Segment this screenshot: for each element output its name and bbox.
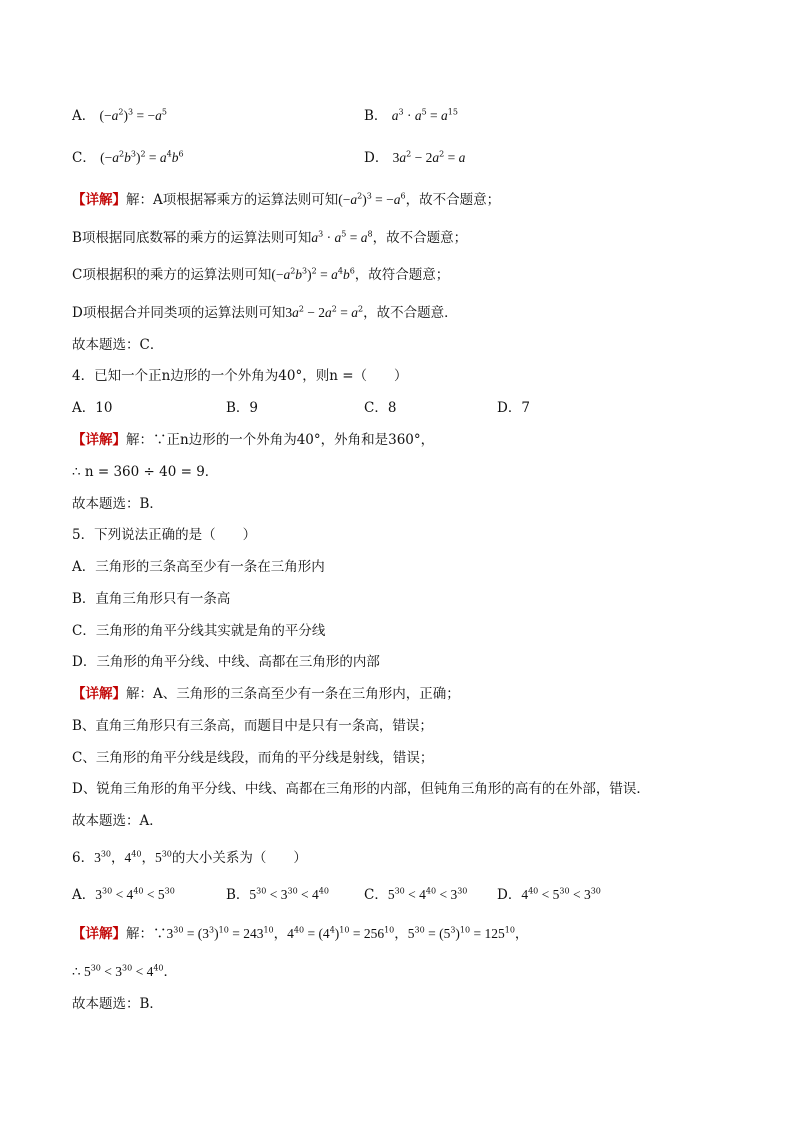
q5-detail-3: C、三角形的角平分线是线段，而角的平分线是射线，错误； [72, 750, 434, 766]
q5-detail-2: B、直角三角形只有三条高，而题目中是只有一条高，错误； [72, 718, 433, 734]
q3-option-b: B． $a^3 \cdot a^5 = a^{15}$ [364, 107, 458, 124]
q3-detail-a-text: 解：A项根据幂乘方的运算法则可知 [126, 192, 339, 208]
q5-option-b: B．直角三角形只有一条高 [72, 591, 231, 607]
q6-option-b: B．$5^{30} < 3^{30} < 4^{40}$ [226, 886, 329, 903]
q6-option-a-label: A． [72, 887, 96, 903]
q3-option-a-label: A． [72, 108, 96, 124]
q3-option-c: C． $(-a^2b^3)^2 = a^4b^6$ [72, 149, 184, 166]
q3-option-d: D． $3a^2 - 2a^2 = a$ [364, 149, 466, 166]
q3-detail-b: B项根据同底数幂的乘方的运算法则可知$a^3 \cdot a^5 = a^8$，故不合题意； [72, 229, 468, 246]
q4-detail-1 [72, 430, 434, 450]
q6-option-a: A．$3^{30} < 4^{40} < 5^{30}$ [72, 886, 175, 903]
q4-option-a: A．10 [72, 400, 113, 416]
q6-option-c-label: C． [364, 887, 388, 903]
q6-option-d-label: D． [497, 887, 522, 903]
q3-detail-b-text: B项根据同底数幂的乘方的运算法则可知 [72, 230, 312, 246]
q3-detail-c-text: C项根据积的乘方的运算法则可知 [72, 267, 272, 283]
q5-option-c: C．三角形的角平分线其实就是角的平分线 [72, 623, 326, 639]
q3-detail-c-tail: ，故符合题意； [354, 267, 450, 283]
q3-answer: 故本题选：C． [72, 337, 164, 353]
q6-stem-tail: 的大小关系为（ ） [171, 850, 307, 866]
q5-stem: 5．下列说法正确的是（ ） [72, 527, 257, 543]
detail-tag: 【详解】 [72, 432, 126, 448]
q3-option-b-label: B． [364, 108, 388, 124]
q6-option-c: C．$5^{30} < 4^{40} < 3^{30}$ [364, 886, 468, 903]
q3-detail-d: D项根据合并同类项的运算法则可知$3a^2 - 2a^2 = a^2$，故不合题意． [72, 304, 458, 321]
q5-option-d: D．三角形的角平分线、中线、高都在三角形的内部 [72, 654, 380, 670]
q4-detail-2: ∴ n = 360 ÷ 40 = 9． [72, 464, 219, 480]
detail-tag: 【详解】 [72, 686, 126, 702]
q4-option-d: D．7 [497, 400, 530, 416]
q3-detail-b-tail: ，故不合题意； [372, 230, 468, 246]
detail-tag: 【详解】 [72, 926, 126, 942]
q4-detail-1-text: 解：∵正n边形的一个外角为40°，外角和是360°， [126, 432, 435, 448]
q4-option-b: B．9 [226, 400, 259, 416]
q3-detail-d-text: D项根据合并同类项的运算法则可知 [72, 305, 286, 321]
q6-detail-2: ∴ $5^{30} < 3^{30} < 4^{40}$． [72, 963, 178, 979]
q3-detail-d-tail: ，故不合题意． [363, 305, 458, 321]
q3-option-d-label: D． [364, 150, 389, 166]
q5-detail-1 [72, 684, 460, 704]
q5-detail-4: D、锐角三角形的角平分线、中线、高都在三角形的内部，但钝角三角形的高有的在外部，错误． [72, 781, 650, 797]
q6-answer: 故本题选：B． [72, 996, 163, 1012]
q4-answer: 故本题选：B． [72, 496, 163, 512]
q4-option-c: C．8 [364, 400, 397, 416]
q3-detail-c: C项根据积的乘方的运算法则可知$(-a^2b^3)^2 = a^4b^6$，故符合题意； [72, 266, 450, 283]
q5-answer: 故本题选：A． [72, 813, 163, 829]
q6-number: 6． [72, 850, 95, 866]
q3-detail-a-tail: ，故不合题意； [405, 192, 501, 208]
q3-option-c-label: C． [72, 150, 96, 166]
q6-stem: 6．$3^{30}$，$4^{40}$，$5^{30}$的大小关系为（ ） [72, 849, 307, 866]
q3-detail-a: 【详解】解：A项根据幂乘方的运算法则可知$(-a^2)^3 = -a^6$，故不合题意； [72, 191, 501, 208]
q6-option-d: D．$4^{40} < 5^{30} < 3^{30}$ [497, 886, 601, 903]
q6-detail-lead: 解：∵ [126, 926, 167, 942]
detail-tag: 【详解】 [72, 192, 126, 208]
q4-stem: 4．已知一个正n边形的一个外角为40°，则n =（ ） [72, 368, 408, 384]
q6-option-b-label: B． [226, 887, 250, 903]
q3-option-a: A． $(-a^2)^3 = -a^5$ [72, 107, 167, 124]
q5-detail-1-text: 解：A、三角形的三条高至少有一条在三角形内，正确； [126, 686, 460, 702]
q5-option-a: A．三角形的三条高至少有一条在三角形内 [72, 559, 325, 575]
q6-detail-1: 【详解】解：$\because 3^{30} = (3^3)^{10} = 243^{10}$，$4^{40} = (4^4)^{10} = 256^{10}$，$5^{30} = (5^3)^{10} = 125^{10}$， [72, 925, 529, 942]
